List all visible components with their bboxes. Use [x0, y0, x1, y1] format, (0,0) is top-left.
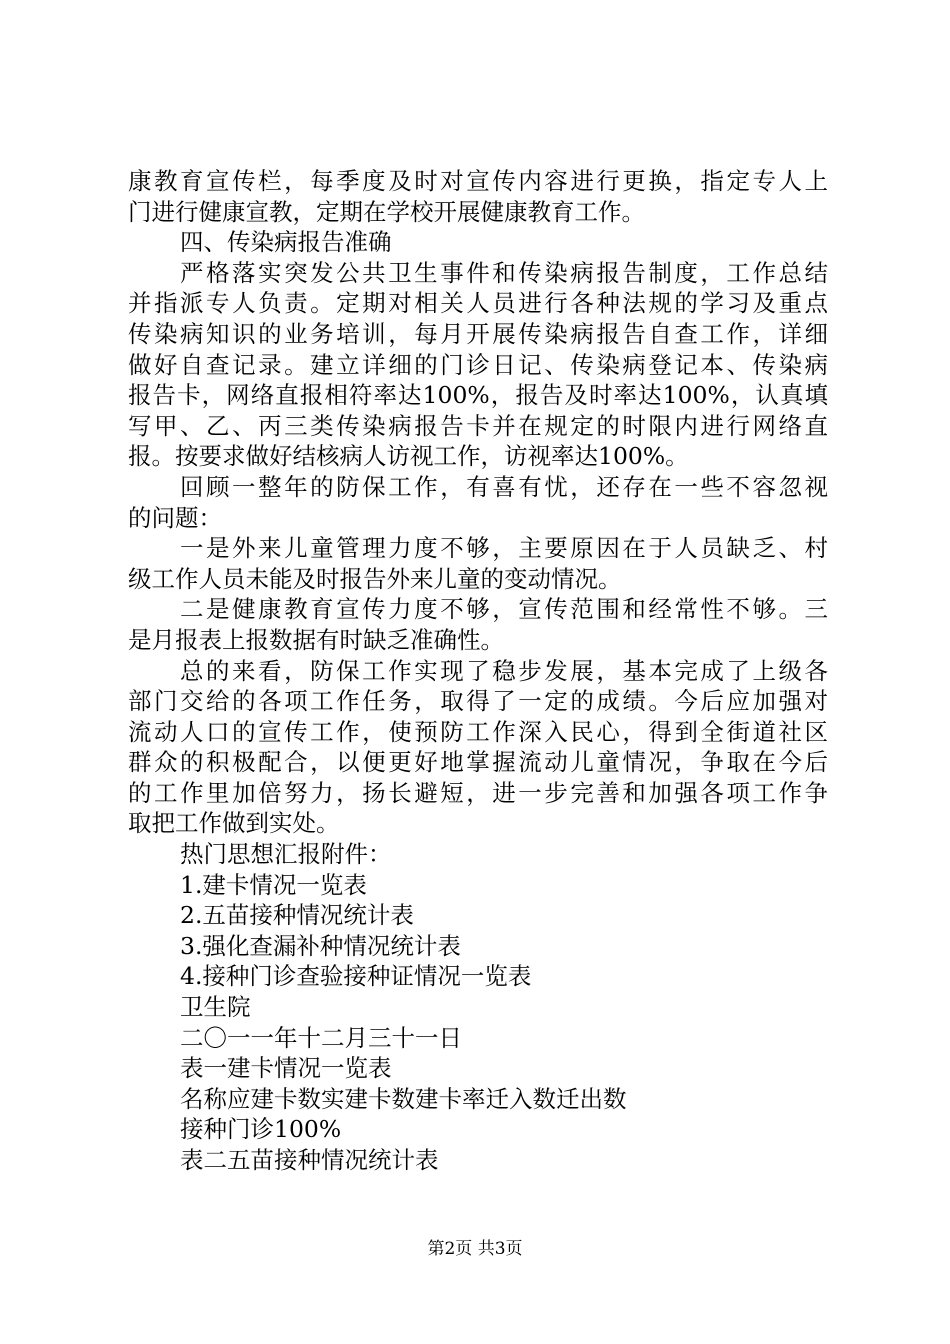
text-line: 并指派专人负责。定期对相关人员进行各种法规的学习及重点 [128, 289, 828, 318]
text-line: 4.接种门诊查验接种证情况一览表 [180, 962, 532, 991]
text-line: 3.强化查漏补种情况统计表 [180, 931, 461, 960]
text-line: 取把工作做到实处。 [128, 809, 340, 838]
text-line: 总的来看，防保工作实现了稳步发展，基本完成了上级各 [180, 656, 828, 685]
document-body [128, 166, 828, 1176]
text-line: 卫生院 [180, 993, 251, 1022]
page-footer: 第2页 共3页 [427, 1239, 523, 1259]
text-line: 报告卡，网络直报相符率达100%，报告及时率达100%，认真填 [128, 381, 828, 410]
text-line: 二〇一一年十二月三十一日 [180, 1023, 462, 1052]
text-line: 流动人口的宣传工作，使预防工作深入民心，得到全街道社区 [128, 717, 828, 746]
text-line: 的问题： [128, 503, 222, 532]
text-line: 部门交给的各项工作任务，取得了一定的成绩。今后应加强对 [128, 687, 828, 716]
text-line: 报。按要求做好结核病人访视工作，访视率达100%。 [128, 442, 689, 471]
text-line: 回顾一整年的防保工作，有喜有忧，还存在一些不容忽视 [180, 472, 828, 501]
text-line: 二是健康教育宣传力度不够，宣传范围和经常性不够。三 [180, 595, 828, 624]
text-line: 是月报表上报数据有时缺乏准确性。 [128, 625, 504, 654]
text-line: 1.建卡情况一览表 [180, 870, 367, 899]
text-line: 严格落实突发公共卫生事件和传染病报告制度，工作总结 [180, 258, 828, 287]
text-line: 表一建卡情况一览表 [180, 1054, 392, 1083]
text-line: 门进行健康宣教，定期在学校开展健康教育工作。 [128, 197, 645, 226]
text-line: 一是外来儿童管理力度不够，主要原因在于人员缺乏、村 [180, 534, 828, 563]
text-line: 2.五苗接种情况统计表 [180, 901, 414, 930]
text-line: 级工作人员未能及时报告外来儿童的变动情况。 [128, 564, 622, 593]
text-line: 表二五苗接种情况统计表 [180, 1146, 439, 1174]
text-line: 群众的积极配合，以便更好地掌握流动儿童情况，争取在今后 [128, 748, 828, 777]
text-line: 接种门诊100% [180, 1115, 342, 1144]
text-line: 四、传染病报告准确 [180, 228, 392, 257]
text-line: 写甲、乙、丙三类传染病报告卡并在规定的时限内进行网络直 [128, 411, 828, 440]
text-line: 名称应建卡数实建卡数建卡率迁入数迁出数 [180, 1084, 627, 1113]
text-line: 康教育宣传栏，每季度及时对宣传内容进行更换，指定专人上 [128, 167, 828, 195]
text-line: 的工作里加倍努力，扬长避短，进一步完善和加强各项工作争 [128, 778, 828, 807]
text-line: 热门思想汇报附件： [180, 840, 392, 869]
text-line: 做好自查记录。建立详细的门诊日记、传染病登记本、传染病 [128, 350, 828, 379]
text-line: 传染病知识的业务培训，每月开展传染病报告自查工作，详细 [128, 319, 828, 348]
